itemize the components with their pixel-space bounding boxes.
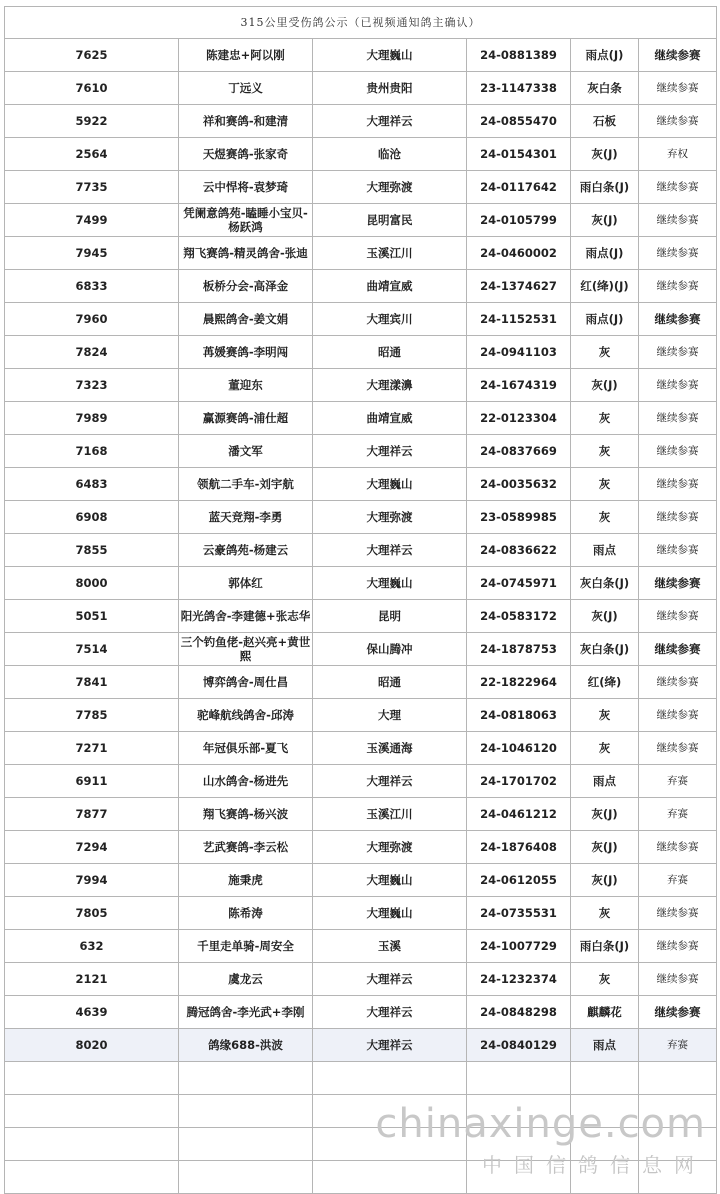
owner-name-cell: 苒媛赛鸽-李明闯 (179, 336, 313, 369)
empty-row (5, 1161, 717, 1194)
status-cell: 继续参赛 (639, 435, 717, 468)
ring-number-cell: 24-0105799 (467, 204, 571, 237)
region-cell: 曲靖宣威 (313, 270, 467, 303)
table-row (5, 435, 717, 468)
region-cell: 临沧 (313, 138, 467, 171)
region-cell: 大理巍山 (313, 567, 467, 600)
owner-name-cell: 虞龙云 (179, 963, 313, 996)
ring-number-cell: 24-0855470 (467, 105, 571, 138)
pigeon-number-cell: 7824 (5, 336, 179, 369)
ring-number-cell: 23-0589985 (467, 501, 571, 534)
pigeon-number-cell: 2564 (5, 138, 179, 171)
feather-color-cell: 雨点 (571, 1029, 639, 1062)
owner-name-cell: 董迎东 (179, 369, 313, 402)
feather-color-cell: 灰(J) (571, 798, 639, 831)
empty-row (5, 1095, 717, 1128)
feather-color-cell: 灰 (571, 468, 639, 501)
table-row (5, 369, 717, 402)
table-row (5, 864, 717, 897)
owner-name-cell: 翔飞赛鸽-精灵鸽舍-张迪 (179, 237, 313, 270)
table-row (5, 270, 717, 303)
table-row (5, 765, 717, 798)
table-row (5, 897, 717, 930)
pigeon-number-cell: 7989 (5, 402, 179, 435)
pigeon-number-cell: 632 (5, 930, 179, 963)
region-cell: 大理弥渡 (313, 501, 467, 534)
ring-number-cell: 24-0461212 (467, 798, 571, 831)
feather-color-cell: 石板 (571, 105, 639, 138)
feather-color-cell: 灰(J) (571, 864, 639, 897)
owner-name-cell: 陈建忠+阿以刚 (179, 39, 313, 72)
owner-name-cell: 郭体红 (179, 567, 313, 600)
pigeon-number-cell: 5922 (5, 105, 179, 138)
ring-number-cell: 24-0881389 (467, 39, 571, 72)
owner-name-cell: 板桥分会-高泽金 (179, 270, 313, 303)
status-cell: 继续参赛 (639, 732, 717, 765)
ring-number-cell: 24-0035632 (467, 468, 571, 501)
owner-name-cell: 驼峰航线鸽舍-邱涛 (179, 699, 313, 732)
status-cell: 继续参赛 (639, 996, 717, 1029)
pigeon-number-cell: 7855 (5, 534, 179, 567)
owner-name-cell: 凭阑意鸽苑-瞌睡小宝贝-杨跃鸿 (179, 204, 313, 237)
region-cell: 大理宾川 (313, 303, 467, 336)
owner-name-cell: 三个钓鱼佬-赵兴亮+黄世熙 (179, 633, 313, 666)
table-row (5, 138, 717, 171)
region-cell: 大理祥云 (313, 963, 467, 996)
ring-number-cell: 24-1232374 (467, 963, 571, 996)
feather-color-cell: 灰 (571, 732, 639, 765)
region-cell: 大理祥云 (313, 1029, 467, 1062)
status-cell: 继续参赛 (639, 600, 717, 633)
pigeon-number-cell: 8000 (5, 567, 179, 600)
pigeon-number-cell: 6908 (5, 501, 179, 534)
owner-name-cell: 陈希涛 (179, 897, 313, 930)
pigeon-number-cell: 6911 (5, 765, 179, 798)
status-cell: 继续参赛 (639, 633, 717, 666)
status-cell: 继续参赛 (639, 39, 717, 72)
feather-color-cell: 雨白条(J) (571, 171, 639, 204)
watermark-domain: chinaxinge.com (375, 1101, 706, 1147)
pigeon-number-cell: 8020 (5, 1029, 179, 1062)
region-cell: 玉溪通海 (313, 732, 467, 765)
status-cell: 继续参赛 (639, 534, 717, 567)
status-cell: 继续参赛 (639, 402, 717, 435)
empty-cell (5, 1128, 179, 1161)
feather-color-cell: 灰(J) (571, 138, 639, 171)
status-cell: 继续参赛 (639, 567, 717, 600)
ring-number-cell: 24-0460002 (467, 237, 571, 270)
table-row (5, 534, 717, 567)
feather-color-cell: 雨白条(J) (571, 930, 639, 963)
region-cell: 大理弥渡 (313, 171, 467, 204)
empty-cell (571, 1128, 639, 1161)
ring-number-cell: 23-1147338 (467, 72, 571, 105)
ring-number-cell: 24-0837669 (467, 435, 571, 468)
table-title: 315公里受伤鸽公示（已视频通知鸽主确认） (5, 7, 717, 39)
injured-pigeon-table (4, 6, 717, 1194)
status-cell: 继续参赛 (639, 699, 717, 732)
owner-name-cell: 晨熙鸽舍-姜文娟 (179, 303, 313, 336)
status-cell: 弃赛 (639, 798, 717, 831)
status-cell: 弃赛 (639, 1029, 717, 1062)
pigeon-number-cell: 7323 (5, 369, 179, 402)
empty-cell (639, 1095, 717, 1128)
owner-name-cell: 翔飞赛鸽-杨兴波 (179, 798, 313, 831)
pigeon-number-cell: 2121 (5, 963, 179, 996)
empty-cell (313, 1128, 467, 1161)
status-cell: 继续参赛 (639, 270, 717, 303)
feather-color-cell: 红(绛)(J) (571, 270, 639, 303)
table-row (5, 567, 717, 600)
feather-color-cell: 灰 (571, 402, 639, 435)
empty-cell (179, 1095, 313, 1128)
feather-color-cell: 灰 (571, 336, 639, 369)
ring-number-cell: 24-1152531 (467, 303, 571, 336)
feather-color-cell: 雨点(J) (571, 303, 639, 336)
ring-number-cell: 24-0117642 (467, 171, 571, 204)
feather-color-cell: 红(绛) (571, 666, 639, 699)
region-cell: 大理祥云 (313, 534, 467, 567)
ring-number-cell: 24-1876408 (467, 831, 571, 864)
pigeon-number-cell: 6483 (5, 468, 179, 501)
table-row (5, 1029, 717, 1062)
region-cell: 昆明富民 (313, 204, 467, 237)
owner-name-cell: 艺武赛鸽-李云松 (179, 831, 313, 864)
pigeon-number-cell: 7499 (5, 204, 179, 237)
empty-cell (571, 1095, 639, 1128)
table-row (5, 303, 717, 336)
region-cell: 大理巍山 (313, 897, 467, 930)
owner-name-cell: 天煜赛鸽-张家奇 (179, 138, 313, 171)
watermark-site-name: 中国信鸽信息网 (482, 1153, 706, 1177)
region-cell: 昭通 (313, 336, 467, 369)
ring-number-cell: 24-0735531 (467, 897, 571, 930)
owner-name-cell: 山水鸽舍-杨进先 (179, 765, 313, 798)
owner-name-cell: 潘文军 (179, 435, 313, 468)
status-cell: 继续参赛 (639, 897, 717, 930)
owner-name-cell: 云豪鸽苑-杨建云 (179, 534, 313, 567)
feather-color-cell: 灰(J) (571, 831, 639, 864)
empty-row (5, 1062, 717, 1095)
title-row (5, 7, 717, 39)
empty-cell (467, 1161, 571, 1194)
status-cell: 弃权 (639, 138, 717, 171)
region-cell: 大理巍山 (313, 864, 467, 897)
ring-number-cell: 24-1007729 (467, 930, 571, 963)
region-cell: 玉溪江川 (313, 237, 467, 270)
region-cell: 曲靖宣威 (313, 402, 467, 435)
region-cell: 昆明 (313, 600, 467, 633)
owner-name-cell: 年冠俱乐部-夏飞 (179, 732, 313, 765)
pigeon-number-cell: 7785 (5, 699, 179, 732)
table-row (5, 699, 717, 732)
pigeon-number-cell: 7610 (5, 72, 179, 105)
ring-number-cell: 22-1822964 (467, 666, 571, 699)
region-cell: 玉溪 (313, 930, 467, 963)
status-cell: 继续参赛 (639, 72, 717, 105)
feather-color-cell: 灰白条 (571, 72, 639, 105)
pigeon-number-cell: 7514 (5, 633, 179, 666)
status-cell: 继续参赛 (639, 237, 717, 270)
region-cell: 保山腾冲 (313, 633, 467, 666)
owner-name-cell: 赢源赛鸽-浦仕超 (179, 402, 313, 435)
table-row (5, 402, 717, 435)
ring-number-cell: 24-1046120 (467, 732, 571, 765)
region-cell: 大理巍山 (313, 39, 467, 72)
feather-color-cell: 灰白条(J) (571, 567, 639, 600)
ring-number-cell: 24-0941103 (467, 336, 571, 369)
status-cell: 继续参赛 (639, 171, 717, 204)
owner-name-cell: 阳光鸽舍-李建德+张志华 (179, 600, 313, 633)
status-cell: 继续参赛 (639, 501, 717, 534)
pigeon-number-cell: 7945 (5, 237, 179, 270)
empty-cell (313, 1095, 467, 1128)
empty-row (5, 1128, 717, 1161)
region-cell: 大理 (313, 699, 467, 732)
table-row (5, 633, 717, 666)
owner-name-cell: 博弈鸽舍-周仕昌 (179, 666, 313, 699)
feather-color-cell: 雨点(J) (571, 39, 639, 72)
status-cell: 弃赛 (639, 765, 717, 798)
feather-color-cell: 灰(J) (571, 204, 639, 237)
table-row (5, 963, 717, 996)
feather-color-cell: 雨点 (571, 765, 639, 798)
ring-number-cell: 24-0818063 (467, 699, 571, 732)
status-cell: 继续参赛 (639, 468, 717, 501)
region-cell: 大理弥渡 (313, 831, 467, 864)
owner-name-cell: 云中悍将-袁梦琦 (179, 171, 313, 204)
table-row (5, 171, 717, 204)
feather-color-cell: 灰(J) (571, 369, 639, 402)
owner-name-cell: 鸽缘688-洪波 (179, 1029, 313, 1062)
empty-cell (639, 1161, 717, 1194)
empty-cell (313, 1161, 467, 1194)
table-row (5, 930, 717, 963)
ring-number-cell: 24-0745971 (467, 567, 571, 600)
table-row (5, 798, 717, 831)
table-row (5, 666, 717, 699)
empty-cell (467, 1095, 571, 1128)
status-cell: 继续参赛 (639, 303, 717, 336)
table-row (5, 237, 717, 270)
status-cell: 继续参赛 (639, 336, 717, 369)
feather-color-cell: 雨点 (571, 534, 639, 567)
ring-number-cell: 24-0848298 (467, 996, 571, 1029)
ring-number-cell: 24-0583172 (467, 600, 571, 633)
table-row (5, 336, 717, 369)
feather-color-cell: 灰 (571, 435, 639, 468)
empty-cell (467, 1062, 571, 1095)
ring-number-cell: 22-0123304 (467, 402, 571, 435)
table-row (5, 468, 717, 501)
status-cell: 继续参赛 (639, 963, 717, 996)
empty-cell (179, 1062, 313, 1095)
owner-name-cell: 祥和赛鸽-和建清 (179, 105, 313, 138)
pigeon-number-cell: 7841 (5, 666, 179, 699)
status-cell: 继续参赛 (639, 105, 717, 138)
owner-name-cell: 蓝天竞翔-李勇 (179, 501, 313, 534)
feather-color-cell: 灰 (571, 699, 639, 732)
table-row (5, 72, 717, 105)
status-cell: 继续参赛 (639, 831, 717, 864)
feather-color-cell: 灰白条(J) (571, 633, 639, 666)
owner-name-cell: 领航二手车-刘宇航 (179, 468, 313, 501)
region-cell: 昭通 (313, 666, 467, 699)
pigeon-number-cell: 5051 (5, 600, 179, 633)
ring-number-cell: 24-0612055 (467, 864, 571, 897)
pigeon-number-cell: 7168 (5, 435, 179, 468)
feather-color-cell: 麒麟花 (571, 996, 639, 1029)
owner-name-cell: 丁远义 (179, 72, 313, 105)
feather-color-cell: 灰 (571, 963, 639, 996)
table-row (5, 105, 717, 138)
table-row (5, 39, 717, 72)
empty-cell (571, 1161, 639, 1194)
table-row (5, 204, 717, 237)
table-row (5, 831, 717, 864)
feather-color-cell: 雨点(J) (571, 237, 639, 270)
pigeon-number-cell: 7735 (5, 171, 179, 204)
feather-color-cell: 灰 (571, 501, 639, 534)
region-cell: 大理巍山 (313, 468, 467, 501)
table-row (5, 600, 717, 633)
ring-number-cell: 24-0154301 (467, 138, 571, 171)
feather-color-cell: 灰 (571, 897, 639, 930)
pigeon-number-cell: 7877 (5, 798, 179, 831)
empty-cell (179, 1128, 313, 1161)
feather-color-cell: 灰(J) (571, 600, 639, 633)
region-cell: 大理祥云 (313, 765, 467, 798)
table-row (5, 501, 717, 534)
owner-name-cell: 施秉虎 (179, 864, 313, 897)
empty-cell (467, 1128, 571, 1161)
ring-number-cell: 24-1674319 (467, 369, 571, 402)
status-cell: 继续参赛 (639, 204, 717, 237)
region-cell: 贵州贵阳 (313, 72, 467, 105)
status-cell: 弃赛 (639, 864, 717, 897)
empty-cell (313, 1062, 467, 1095)
table-row (5, 732, 717, 765)
pigeon-number-cell: 7294 (5, 831, 179, 864)
region-cell: 大理漾濞 (313, 369, 467, 402)
region-cell: 大理祥云 (313, 996, 467, 1029)
empty-cell (5, 1161, 179, 1194)
ring-number-cell: 24-0836622 (467, 534, 571, 567)
pigeon-number-cell: 7960 (5, 303, 179, 336)
pigeon-number-cell: 7625 (5, 39, 179, 72)
region-cell: 玉溪江川 (313, 798, 467, 831)
status-cell: 继续参赛 (639, 930, 717, 963)
ring-number-cell: 24-1701702 (467, 765, 571, 798)
pigeon-number-cell: 7994 (5, 864, 179, 897)
pigeon-number-cell: 4639 (5, 996, 179, 1029)
empty-cell (5, 1062, 179, 1095)
empty-cell (5, 1095, 179, 1128)
empty-cell (571, 1062, 639, 1095)
owner-name-cell: 千里走单骑-周安全 (179, 930, 313, 963)
pigeon-number-cell: 7271 (5, 732, 179, 765)
ring-number-cell: 24-1878753 (467, 633, 571, 666)
pigeon-number-cell: 7805 (5, 897, 179, 930)
table-row (5, 996, 717, 1029)
owner-name-cell: 腾冠鸽舍-李光武+李刚 (179, 996, 313, 1029)
status-cell: 继续参赛 (639, 666, 717, 699)
empty-cell (639, 1128, 717, 1161)
pigeon-number-cell: 6833 (5, 270, 179, 303)
status-cell: 继续参赛 (639, 369, 717, 402)
ring-number-cell: 24-1374627 (467, 270, 571, 303)
empty-cell (639, 1062, 717, 1095)
ring-number-cell: 24-0840129 (467, 1029, 571, 1062)
region-cell: 大理祥云 (313, 105, 467, 138)
empty-cell (179, 1161, 313, 1194)
region-cell: 大理祥云 (313, 435, 467, 468)
